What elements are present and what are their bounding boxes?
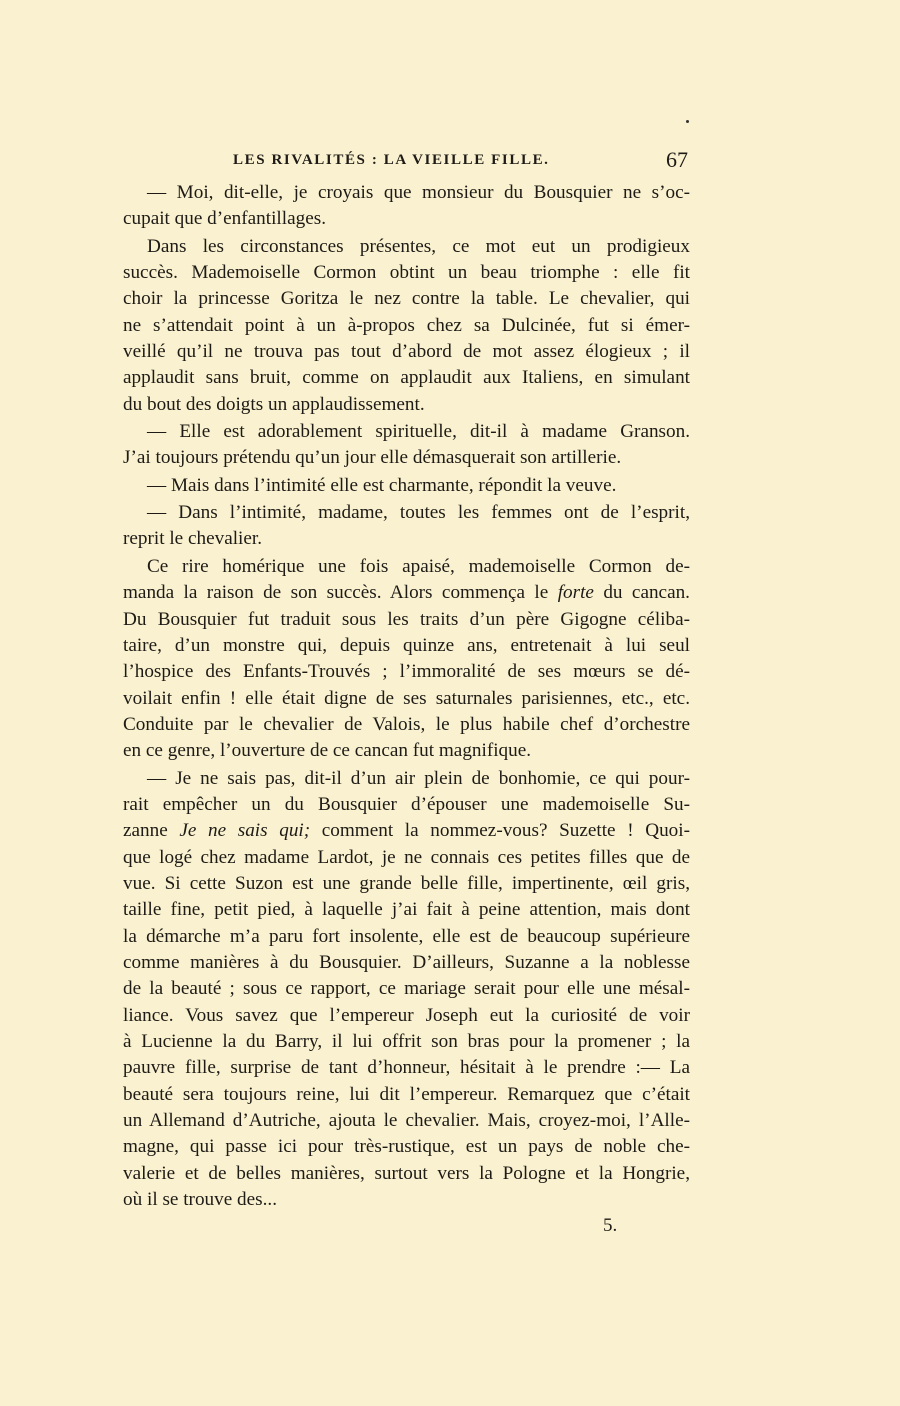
text-line: manda la raison de son succès. Alors commença le forte du cancan. <box>123 582 690 604</box>
text-line: veillé qu’il ne trouva pas tout d’abord de mot assez élogieux ; il <box>123 341 690 363</box>
paragraph <box>123 234 690 418</box>
text-line: beauté sera toujours reine, lui dit l’empereur. Remarquez que c’était <box>123 1083 690 1105</box>
running-title: LES RIVALITÉS : LA VIEILLE FILLE. <box>233 152 550 168</box>
paragraph <box>123 500 690 553</box>
text-line: magne, qui passe ici pour très-rustique, est un pays de noble che- <box>123 1136 690 1158</box>
text-line: liance. Vous savez que l’empereur Joseph eut la curiosité de voir <box>123 1004 690 1026</box>
paragraph <box>123 554 690 765</box>
text-line: cupait que d’enfantillages. <box>123 208 326 230</box>
text-line: — Dans l’intimité, madame, toutes les femmes ont de l’esprit, <box>147 502 690 524</box>
paragraph <box>123 473 690 499</box>
text-line: zanne Je ne sais qui; comment la nommez-vous? Suzette ! Quoi- <box>123 820 690 842</box>
text-line: J’ai toujours prétendu qu’un jour elle démasquerait son artillerie. <box>123 447 622 469</box>
paragraph <box>123 419 690 472</box>
text-line: taire, d’un monstre qui, depuis quinze ans, entretenait à lui seul <box>123 634 690 656</box>
text-line: choir la princesse Goritza le nez contre la table. Le chevalier, qui <box>123 288 690 310</box>
text-line: ne s’attendait point à un à-propos chez sa Dulcinée, fut si émer- <box>123 314 690 336</box>
text-line: Ce rire homérique une fois apaisé, mademoiselle Cormon de- <box>147 555 690 577</box>
text-line: voilait enfin ! elle était digne de ses saturnales parisiennes, etc., etc. <box>123 687 690 709</box>
text-line: applaudit sans bruit, comme on applaudit aux Italiens, en simulant <box>123 367 690 389</box>
text-line: valerie et de belles manières, surtout vers la Pologne et la Hongrie, <box>123 1162 690 1184</box>
page-body <box>123 180 690 1214</box>
running-header <box>123 147 690 176</box>
text-line: Conduite par le chevalier de Valois, le plus habile chef d’orchestre <box>123 713 690 735</box>
ink-speck <box>686 120 689 123</box>
text-line: comme manières à du Bousquier. D’ailleurs, Suzanne a la noblesse <box>123 951 690 973</box>
page-number: 67 <box>666 147 688 172</box>
text-line: du bout des doigts un applaudissement. <box>123 393 425 415</box>
paragraph <box>123 766 690 1214</box>
text-line: où il se trouve des... <box>123 1189 278 1211</box>
signature-mark: 5. <box>603 1215 618 1236</box>
text-line: l’hospice des Enfants-Trouvés ; l’immoralité de ses mœurs se dé- <box>123 661 690 683</box>
text-line: — Mais dans l’intimité elle est charmante, répondit la veuve. <box>147 474 617 496</box>
text-line: un Allemand d’Autriche, ajouta le chevalier. Mais, croyez-moi, l’Alle- <box>123 1110 690 1132</box>
text-line: à Lucienne la du Barry, il lui offrit son bras pour la promener ; la <box>123 1031 690 1052</box>
text-line: vue. Si cette Suzon est une grande belle fille, impertinente, œil gris, <box>123 872 690 894</box>
text-line: rait empêcher un du Bousquier d’épouser une mademoiselle Su- <box>123 793 690 815</box>
text-line: reprit le chevalier. <box>123 528 263 550</box>
text-line: Du Bousquier fut traduit sous les traits d’un père Gigogne céliba- <box>123 608 690 630</box>
text-line: — Moi, dit-elle, je croyais que monsieur du Bousquier ne s’oc- <box>147 182 690 203</box>
text-line: de la beauté ; sous ce rapport, ce mariage serait pour elle une mésal- <box>123 978 690 1000</box>
paragraph <box>123 180 690 233</box>
text-line: — Je ne sais pas, dit-il d’un air plein de bonhomie, ce qui pour- <box>147 767 690 789</box>
text-line: Dans les circonstances présentes, ce mot eut un prodigieux <box>147 235 690 257</box>
text-line: taille fine, petit pied, à laquelle j’ai fait à peine attention, mais dont <box>123 899 690 921</box>
text-line: la démarche m’a paru fort insolente, elle est de beaucoup supérieure <box>123 925 690 947</box>
text-line: en ce genre, l’ouverture de ce cancan fut magnifique. <box>123 740 532 762</box>
text-line: — Elle est adorablement spirituelle, dit-il à madame Granson. <box>147 421 690 443</box>
text-line: que logé chez madame Lardot, je ne connais ces petites filles que de <box>123 846 690 868</box>
text-line: succès. Mademoiselle Cormon obtint un beau triomphe : elle fit <box>123 262 690 284</box>
text-line: pauvre fille, surprise de tant d’honneur, hésitait à le prendre :— La <box>123 1057 690 1079</box>
